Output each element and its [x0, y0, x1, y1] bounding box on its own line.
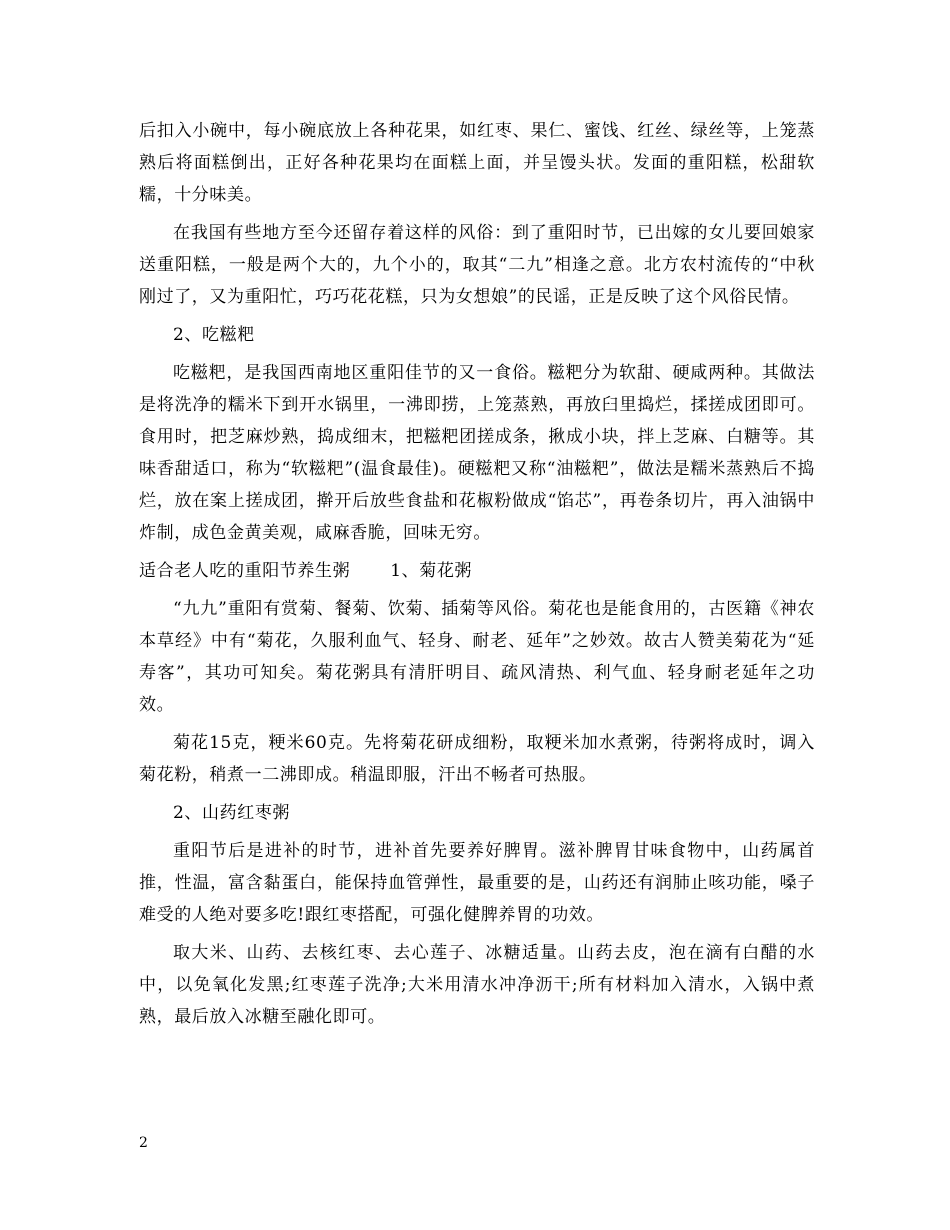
paragraph-yam-date: 重阳节后是进补的时节，进补首先要养好脾胃。滋补脾胃甘味食物中，山药属首推，性温，富含黏蛋白，能保持血管弹性，最重要的是，山药还有润肺止咳功能，嗓子难受的人绝对要多吃!跟红枣搭配，可强化健脾养胃的功效。 — [139, 841, 815, 925]
paragraph-ciba: 吃糍粑，是我国西南地区重阳佳节的又一食俗。糍粑分为软甜、硬咸两种。其做法是将洗净的糯米下到开水锅里，一沸即捞，上笼蒸熟，再放臼里捣烂，揉搓成团即可。食用时，把芝麻炒熟，捣成细末，把糍粑团搓成条，揪成小块，拌上芝麻、白糖等。其味香甜适口，称为“软糍粑”(温食最佳)。硬糍粑又称“油糍粑”，做法是糯米蒸熟后不捣烂，放在案上搓成团，擀开后放些食盐和花椒粉做成“馅芯”，再卷条切片，再入油锅中炸制，成色金黄美观，咸麻香脆，回味无穷。 — [139, 363, 815, 543]
subheading-chrysanthemum: 1、菊花粥 — [390, 561, 473, 581]
subheading-yam-date: 2、山药红枣粥 — [173, 803, 291, 823]
section-title: 适合老人吃的重阳节养生粥 — [139, 561, 351, 581]
paragraph-custom: 在我国有些地方至今还留存着这样的风俗：到了重阳时节，已出嫁的女儿要回娘家送重阳糕，一般是两个大的，九个小的，取其“二九”相逢之意。北方农村流传的“中秋刚过了，又为重阳忙，巧巧花花糕，只为女想娘”的民谣，正是反映了这个风俗民情。 — [139, 223, 815, 307]
subheading-ciba: 2、吃糍粑 — [173, 325, 255, 345]
section-heading-line — [139, 555, 815, 587]
body-text — [139, 115, 815, 1033]
paragraph-chrysanthemum-recipe: 菊花15克，粳米60克。先将菊花研成细粉，取粳米加水煮粥，待粥将成时，调入菊花粉，稍煮一二沸即成。稍温即服，汗出不畅者可热服。 — [139, 733, 815, 785]
page-number: 2 — [139, 1135, 148, 1151]
paragraph-chrysanthemum: “九九”重阳有赏菊、餐菊、饮菊、插菊等风俗。菊花也是能食用的，古医籍《神农本草经》中有“菊花，久服利血气、轻身、耐老、延年”之妙效。故古人赞美菊花为“延寿客”，其功可知矣。菊花粥具有清肝明目、疏风清热、利气血、轻身耐老延年之功效。 — [139, 599, 815, 715]
paragraph-continued: 后扣入小碗中，每小碗底放上各种花果，如红枣、果仁、蜜饯、红丝、绿丝等，上笼蒸熟后将面糕倒出，正好各种花果均在面糕上面，并呈馒头状。发面的重阳糕，松甜软糯，十分味美。 — [139, 121, 815, 205]
paragraph-yam-date-recipe: 取大米、山药、去核红枣、去心莲子、冰糖适量。山药去皮，泡在滴有白醋的水中，以免氧化发黑;红枣莲子洗净;大米用清水冲净沥干;所有材料加入清水，入锅中煮熟，最后放入冰糖至融化即可。 — [139, 943, 815, 1027]
